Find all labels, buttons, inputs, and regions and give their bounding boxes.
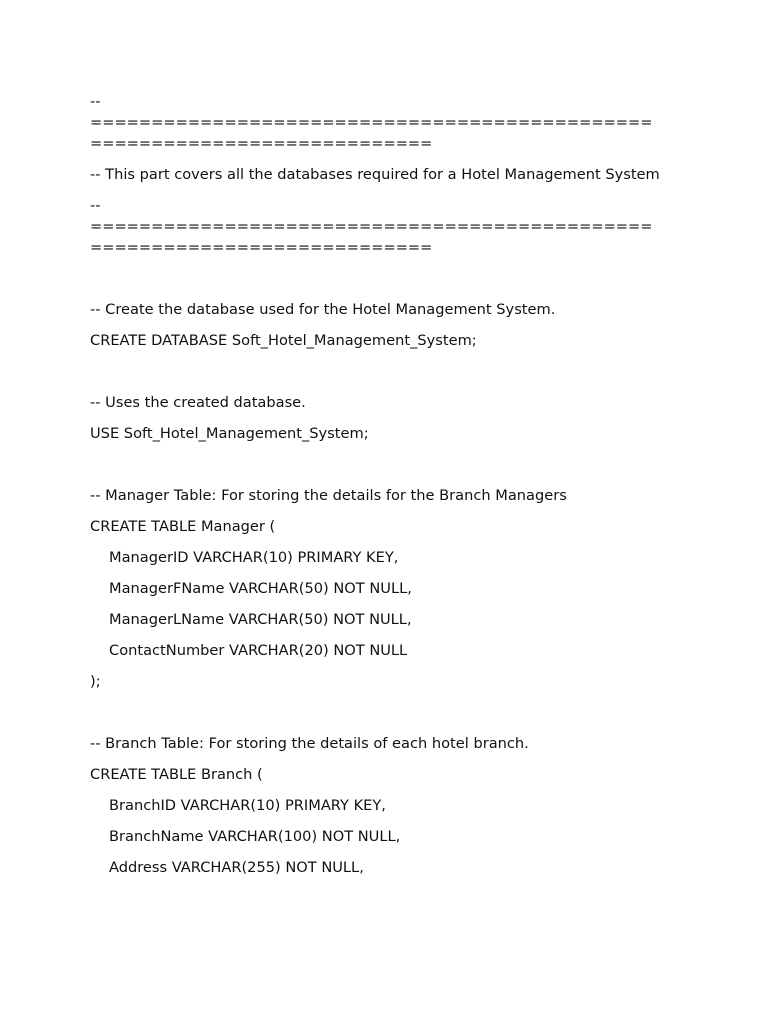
comment-line: -- Create the database used for the Hotel Management System. xyxy=(90,301,556,318)
code-line: ManagerFName VARCHAR(50) NOT NULL, xyxy=(109,580,412,597)
blank-line xyxy=(90,268,690,289)
code-line: CREATE TABLE Branch ( xyxy=(90,766,263,783)
code-line: BranchName VARCHAR(100) NOT NULL, xyxy=(109,828,401,845)
comment-line: -- This part covers all the databases required for a Hotel Management System xyxy=(90,166,660,183)
separator-line: -- ============================================== ============================ xyxy=(90,93,653,152)
code-line: ); xyxy=(90,673,101,690)
code-line: USE Soft_Hotel_Management_System; xyxy=(90,425,369,442)
blank-line xyxy=(90,702,690,723)
code-line: CREATE DATABASE Soft_Hotel_Management_System; xyxy=(90,332,477,349)
comment-line: -- Branch Table: For storing the details of each hotel branch. xyxy=(90,735,529,752)
code-line: ManagerID VARCHAR(10) PRIMARY KEY, xyxy=(109,549,399,566)
blank-line xyxy=(90,454,690,475)
separator-line: -- ============================================== ============================ xyxy=(90,197,653,256)
code-line: Address VARCHAR(255) NOT NULL, xyxy=(109,859,364,876)
code-line: CREATE TABLE Manager ( xyxy=(90,518,276,535)
comment-line: -- Manager Table: For storing the details for the Branch Managers xyxy=(90,487,567,504)
code-line: ContactNumber VARCHAR(20) NOT NULL xyxy=(109,642,408,659)
code-line: ManagerLName VARCHAR(50) NOT NULL, xyxy=(109,611,412,628)
blank-line xyxy=(90,361,690,382)
document-body xyxy=(90,91,690,888)
comment-line: -- Uses the created database. xyxy=(90,394,306,411)
code-line: BranchID VARCHAR(10) PRIMARY KEY, xyxy=(109,797,386,814)
